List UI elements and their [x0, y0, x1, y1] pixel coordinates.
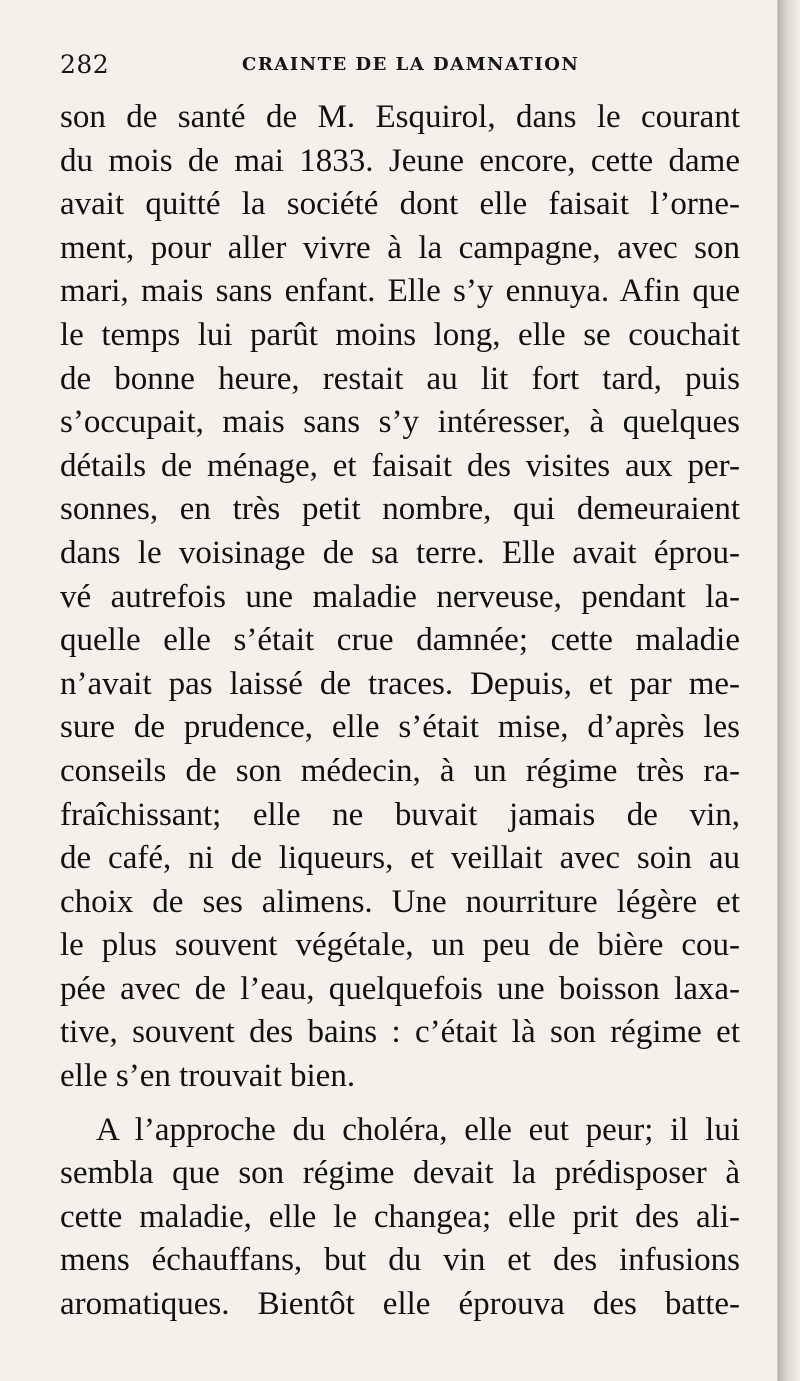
- text-line: cette maladie, elle le changea; elle prit des ali-: [60, 1198, 740, 1235]
- text-line: A l’approche du choléra, elle eut peur; il lui: [96, 1111, 740, 1148]
- paragraph-gap: [60, 1099, 740, 1109]
- text-line: elle s’en trouvait bien.: [60, 1058, 356, 1095]
- text-line: de bonne heure, restait au lit fort tard, puis: [60, 360, 740, 397]
- text-line: ment, pour aller vivre à la campagne, avec son: [60, 229, 740, 266]
- text-line: de café, ni de liqueurs, et veillait avec soin au: [60, 840, 740, 877]
- text-line: mari, mais sans enfant. Elle s’y ennuya. Afin que: [60, 273, 740, 310]
- text-line: n’avait pas laissé de traces. Depuis, et par me-: [60, 665, 740, 702]
- text-line: aromatiques. Bientôt elle éprouva des batte-: [60, 1286, 740, 1323]
- page-edge-shadow: [778, 0, 800, 1381]
- paragraph: [60, 96, 740, 1099]
- page-number: 282: [60, 50, 110, 79]
- text-line: du mois de mai 1833. Jeune encore, cette dame: [60, 142, 740, 179]
- text-line: choix de ses alimens. Une nourriture légère et: [60, 883, 740, 920]
- text-line: le temps lui parût moins long, elle se couchait: [60, 316, 740, 353]
- text-line: avait quitté la société dont elle faisait l’orne-: [60, 186, 740, 223]
- text-line: sure de prudence, elle s’était mise, d’après les: [60, 709, 740, 746]
- paragraph: [60, 1109, 740, 1327]
- running-title: CRAINTE DE LA DAMNATION: [242, 54, 580, 75]
- text-line: fraîchissant; elle ne buvait jamais de vin,: [60, 796, 740, 833]
- text-line: détails de ménage, et faisait des visites aux per-: [60, 447, 740, 484]
- text-line: sembla que son régime devait la prédisposer à: [60, 1155, 740, 1192]
- text-line: pée avec de l’eau, quelquefois une boisson laxa-: [60, 970, 740, 1007]
- body-text: [60, 96, 740, 1327]
- page-header: [60, 48, 740, 82]
- text-line: dans le voisinage de sa terre. Elle avait éprou-: [60, 534, 740, 571]
- text-line: son de santé de M. Esquirol, dans le courant: [60, 99, 740, 135]
- text-line: mens échauffans, but du vin et des infusions: [60, 1242, 740, 1279]
- text-line: conseils de son médecin, à un régime très ra-: [60, 752, 740, 789]
- text-line: s’occupait, mais sans s’y intéresser, à quelques: [60, 404, 740, 441]
- text-line: vé autrefois une maladie nerveuse, pendant la-: [60, 578, 740, 615]
- text-line: le plus souvent végétale, un peu de bière cou-: [60, 927, 740, 964]
- text-line: tive, souvent des bains : c’était là son régime et: [60, 1014, 740, 1051]
- text-line: sonnes, en très petit nombre, qui demeuraient: [60, 491, 740, 528]
- text-line: quelle elle s’était crue damnée; cette maladie: [60, 622, 740, 659]
